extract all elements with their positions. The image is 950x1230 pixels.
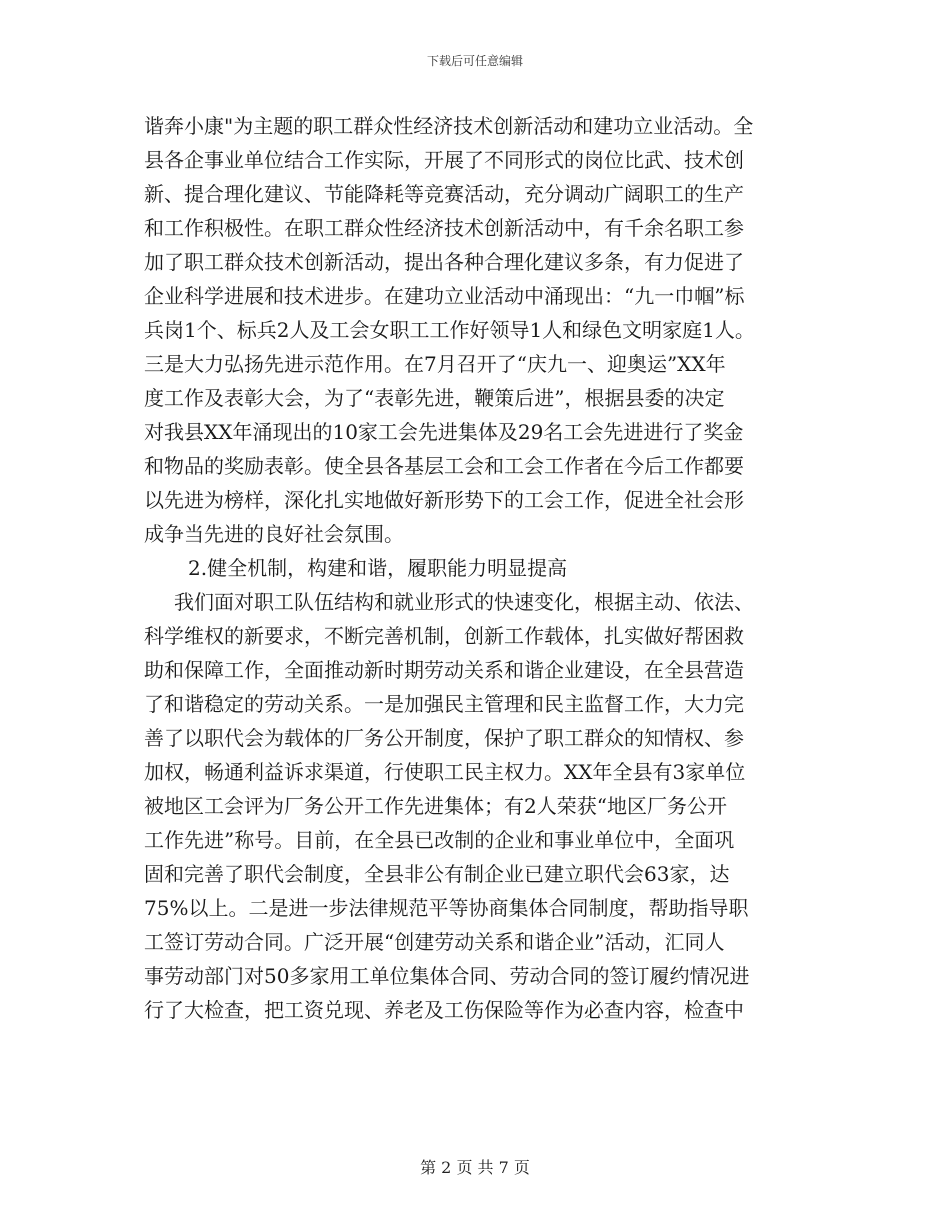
text-line: 成争当先进的良好社会氛围。	[144, 522, 404, 546]
text-line: 工签订劳动合同。广泛开展“创建劳动关系和谐企业”活动，汇同人	[144, 930, 725, 954]
text-line: 以先进为榜样，深化扎实地做好新形势下的工会工作，促进全社会形	[144, 488, 744, 512]
text-line: 固和完善了职代会制度，全县非公有制企业已建立职代会63家，达	[144, 862, 730, 886]
text-line: 新、提合理化建议、节能降耗等竞赛活动，充分调动广阔职工的生产	[144, 182, 744, 206]
page-footer-number: 第 2 页 共 7 页	[420, 1158, 530, 1177]
document-body	[144, 109, 824, 1027]
text-line: 县各企事业单位结合工作实际，开展了不同形式的岗位比武、技术创	[144, 148, 744, 172]
text-line: 善了以职代会为载体的厂务公开制度，保护了职工群众的知情权、参	[144, 726, 744, 750]
text-line: 加了职工群众技术创新活动，提出各种合理化建议多条，有力促进了	[144, 250, 744, 274]
text-line: 科学维权的新要求，不断完善机制，创新工作载体，扎实做好帮困救	[144, 624, 744, 648]
text-line: 谐奔小康"为主题的职工群众性经济技术创新活动和建功立业活动。全	[144, 114, 754, 138]
text-line: 75%以上。二是进一步法律规范平等协商集体合同制度，帮助指导职	[144, 896, 749, 920]
text-line: 助和保障工作，全面推动新时期劳动关系和谐企业建设，在全县营造	[144, 658, 744, 682]
text-line: 工作先进”称号。目前，在全县已改制的企业和事业单位中，全面巩	[144, 828, 735, 852]
text-line: 被地区工会评为厂务公开工作先进集体；有2人荣获“地区厂务公开	[144, 794, 727, 818]
text-line: 事劳动部门对50多家用工单位集体合同、劳动合同的签订履约情况进	[144, 964, 750, 988]
text-line: 加权，畅通利益诉求渠道，行使职工民主权力。XX年全县有3家单位	[144, 760, 746, 784]
page-header-note: 下载后可任意编辑	[426, 54, 523, 68]
section-heading: 2.健全机制，构建和谐，履职能力明显提高	[188, 556, 568, 580]
text-line: 企业科学进展和技术进步。在建功立业活动中涌现出：“九一巾帼”标	[144, 284, 745, 308]
text-line: 行了大检查，把工资兑现、养老及工伤保险等作为必查内容，检查中	[144, 998, 744, 1022]
paragraph-first-line: 我们面对职工队伍结构和就业形式的快速变化，根据主动、依法、	[174, 590, 754, 614]
text-line: 兵岗1个、标兵2人及工会女职工工作好领导1人和绿色文明家庭1人。	[144, 318, 755, 342]
text-line: 了和谐稳定的劳动关系。一是加强民主管理和民主监督工作，大力完	[144, 692, 744, 716]
text-line: 对我县XX年涌现出的10家工会先进集体及29名工会先进进行了奖金	[144, 420, 744, 444]
text-line: 三是大力弘扬先进示范作用。在7月召开了“庆九一、迎奥运”XX年	[144, 352, 726, 376]
text-line: 和工作积极性。在职工群众性经济技术创新活动中，有千余名职工参	[144, 216, 744, 240]
text-line: 度工作及表彰大会，为了“表彰先进，鞭策后进”，根据县委的决定	[144, 386, 725, 410]
text-line: 和物品的奖励表彰。使全县各基层工会和工会工作者在今后工作都要	[144, 454, 744, 478]
